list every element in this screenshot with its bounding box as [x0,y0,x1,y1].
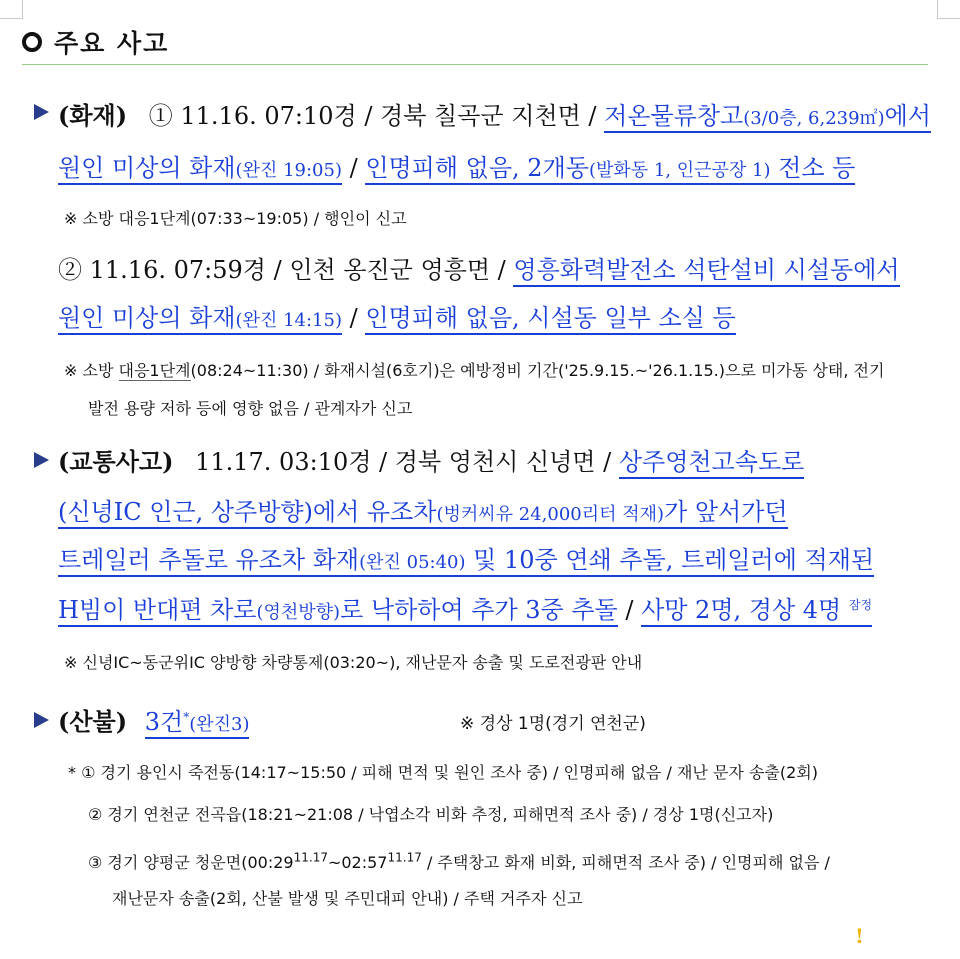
traffic-time: 11.17. 03:10경 [195,448,372,476]
triangle-bullet-icon [34,712,49,728]
traffic-line2: (신녕IC 인근, 상주방향)에서 유조차(벙커씨유 24,000리터 적재)가 앞서가던 [58,492,788,527]
fire-item1-line2: 원인 미상의 화재(완진 19:05) / 인명피해 없음, 2개동(발화동 1, 인근공장 1) 전소 등 [58,148,855,183]
fire-item1-line1: (화재) ① 11.16. 07:10경 / 경북 칠곡군 지천면 / 저온물류창고(3/0층, 6,239㎡)에서 [58,96,931,131]
fire-item1-target: 저온물류창고(3/0층, 6,239㎡)에서 [604,102,931,133]
heading-divider [22,64,928,65]
wildfire-line1 [58,702,249,737]
fire-item2-num: ② [58,256,82,284]
traffic-casualty: 사망 2명, 경상 4명 $^{잠정}$ [641,596,872,627]
section-title: 주요 사고 [54,29,170,58]
exclamation-mark: ! [855,924,864,948]
fire-item1-damage: 인명피해 없음, 2개동(발화동 1, 인근공장 1) 전소 등 [365,154,855,185]
page-corner-mark-right [937,0,960,19]
wildfire-item: ② 경기 연천군 전곡읍(18:21~21:08 / 낙엽소각 비화 추정, 피해면적 조사 중) / 경상 1명(신고자) [88,805,774,824]
fire-item1-num: ① [148,102,173,130]
wildfire-label: (산불) [58,707,128,736]
traffic-line3: 트레일러 추돌로 유조차 화재(완진 05:40) 및 10중 연쇄 추돌, 트레일러에 적재된 [58,540,874,575]
circle-bullet-icon [22,32,42,52]
fire-item2-time: 11.16. 07:59경 [89,256,266,284]
fire-item2-cause: 원인 미상의 화재(완진 14:15) [58,304,342,335]
fire-item1-note: ※ 소방 대응1단계(07:33~19:05) / 행인이 신고 [64,209,407,228]
fire-item2-note-line1: ※ 소방 대응1단계(08:24~11:30) / 화재시설(6호기)은 예방정비 기간('25.9.15.~'26.1.15.)으로 미가동 상태, 전기 [64,361,885,380]
fire-item1-place: 경북 칠곡군 지천면 [380,102,581,130]
wildfire-item3-line1: ③ 경기 양평군 청운면($00:29^{11.17}\sim 02:57^{11.17}$ / 주택창고 화재 비화, 피해면적 조사 중) / 인명피해 없음 / [88,850,830,872]
fire-item1-time: 11.16. 07:10경 [180,102,357,130]
triangle-bullet-icon [34,104,49,120]
fire-item2-line2: 원인 미상의 화재(완진 14:15) / 인명피해 없음, 시설동 일부 소실 등 [58,298,736,333]
wildfire-count: 3건*(완진3) [145,708,250,739]
traffic-place: 경북 영천시 신녕면 [394,448,596,476]
wildfire-injury: ※ 경상 1명(경기 연천군) [460,714,646,734]
traffic-road: 상주영천고속도로 [619,448,804,479]
fire-item2-damage: 인명피해 없음, 시설동 일부 소실 등 [365,304,735,335]
fire-item2-target: 영흥화력발전소 석탄설비 시설동에서 [513,256,899,287]
traffic-line1: (교통사고) 11.17. 03:10경 / 경북 영천시 신녕면 / 상주영천고속도로 [58,442,804,477]
fire-label: (화재) [58,101,128,130]
fire-item1-cause: 원인 미상의 화재(완진 19:05) [58,154,342,185]
wildfire-item3-line2: 재난문자 송출(2회, 산불 발생 및 주민대피 안내) / 주택 거주자 신고 [112,889,583,908]
fire-item2-line1: ② 11.16. 07:59경 / 인천 옹진군 영흥면 / 영흥화력발전소 석탄설비 시설동에서 [58,250,900,285]
fire-item2-note-line2: 발전 용량 저하 등에 영향 없음 / 관계자가 신고 [88,399,413,418]
wildfire-item: * ① 경기 용인시 죽전동(14:17~15:50 / 피해 면적 및 원인 조사 중) / 인명피해 없음 / 재난 문자 송출(2회) [68,763,818,782]
page-corner-mark-left [0,0,23,19]
triangle-bullet-icon [34,452,49,468]
section-heading [22,24,169,60]
traffic-line4: H빔이 반대편 차로(영천방향)로 낙하하여 추가 3중 추돌 / 사망 2명, 경상 4명 $^{잠정}$ [58,590,872,625]
traffic-label: (교통사고) [58,447,174,476]
fire-item2-place: 인천 옹진군 영흥면 [289,256,491,284]
traffic-note: ※ 신녕IC~동군위IC 양방향 차량통제(03:20~), 재난문자 송출 및 도로전광판 안내 [64,653,643,672]
